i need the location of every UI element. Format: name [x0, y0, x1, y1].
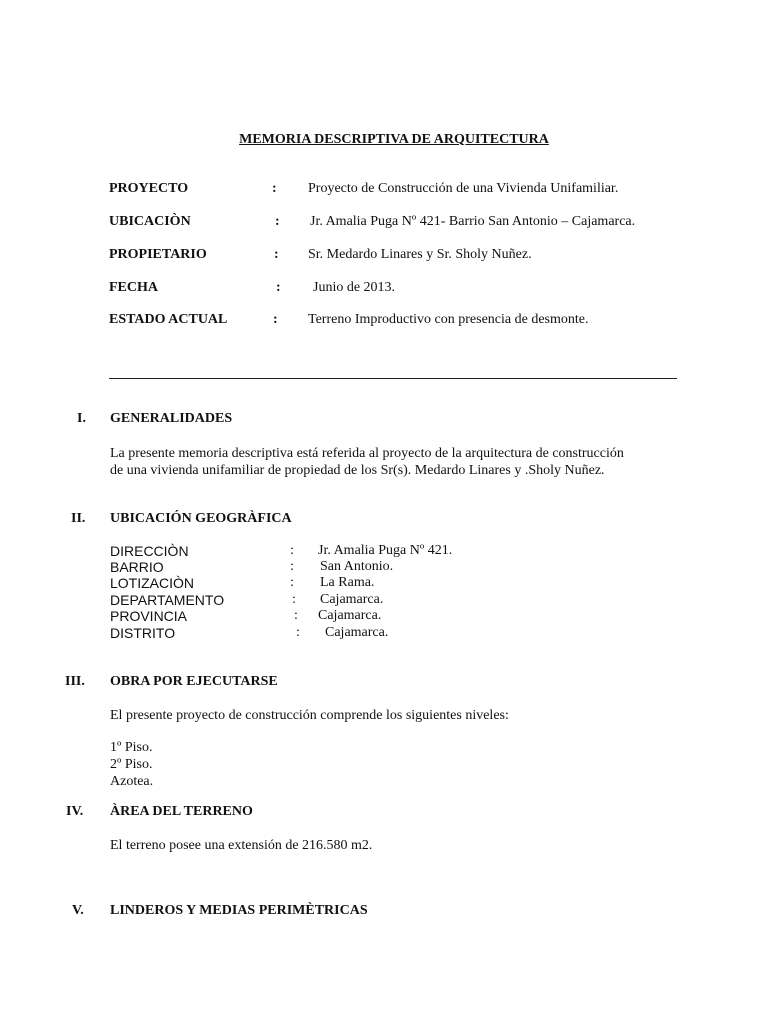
- section-title-generalidades: GENERALIDADES: [110, 411, 233, 426]
- field-value-propietario: Sr. Medardo Linares y Sr. Sholy Nuñez.: [308, 247, 532, 262]
- section-title-obra: OBRA POR EJECUTARSE: [110, 674, 278, 689]
- location-colon: :: [296, 625, 300, 640]
- location-colon: :: [290, 543, 294, 558]
- document-title: MEMORIA DESCRIPTIVA DE ARQUITECTURA: [239, 132, 549, 147]
- field-value-fecha: Junio de 2013.: [313, 280, 396, 295]
- field-colon: :: [274, 247, 279, 262]
- field-colon: :: [276, 280, 281, 295]
- level-item: Azotea.: [110, 774, 154, 789]
- location-value-direccion: Jr. Amalia Puga Nº 421.: [318, 543, 453, 558]
- location-colon: :: [294, 608, 298, 623]
- field-label-propietario: PROPIETARIO: [109, 247, 207, 262]
- location-key-departamento: DEPARTAMENTO: [110, 592, 225, 608]
- field-label-fecha: FECHA: [109, 280, 158, 295]
- paragraph-line: El terreno posee una extensión de 216.580 m2.: [110, 838, 373, 853]
- location-value-lotizacion: La Rama.: [320, 575, 375, 590]
- location-key-direccion: DIRECCIÒN: [110, 543, 189, 559]
- separator-line: [109, 378, 677, 379]
- section-number: I.: [77, 411, 86, 426]
- location-key-barrio: BARRIO: [110, 559, 164, 575]
- location-key-provincia: PROVINCIA: [110, 608, 188, 624]
- field-value-ubicacion: Jr. Amalia Puga Nº 421- Barrio San Antonio – Cajamarca.: [310, 214, 636, 229]
- field-colon: :: [275, 214, 280, 229]
- field-colon: :: [273, 312, 278, 327]
- location-value-provincia: Cajamarca.: [318, 608, 382, 623]
- paragraph-line: La presente memoria descriptiva está referida al proyecto de la arquitectura de construcción: [110, 446, 624, 461]
- section-number: III.: [65, 674, 85, 689]
- paragraph-line: El presente proyecto de construcción comprende los siguientes niveles:: [110, 708, 509, 723]
- section-number: IV.: [66, 804, 84, 819]
- field-label-proyecto: PROYECTO: [109, 181, 189, 196]
- section-title-ubicacion-geografica: UBICACIÓN GEOGRÀFICA: [110, 511, 292, 526]
- location-colon: :: [292, 592, 296, 607]
- field-value-estado-actual: Terreno Improductivo con presencia de desmonte.: [308, 312, 589, 327]
- section-number: II.: [71, 511, 86, 526]
- location-colon: :: [290, 559, 294, 574]
- level-item: 1º Piso.: [110, 740, 153, 755]
- section-number: V.: [72, 903, 84, 918]
- location-key-distrito: DISTRITO: [110, 625, 176, 641]
- field-label-ubicacion: UBICACIÒN: [109, 214, 191, 229]
- location-value-departamento: Cajamarca.: [320, 592, 384, 607]
- location-value-distrito: Cajamarca.: [325, 625, 389, 640]
- field-label-estado-actual: ESTADO ACTUAL: [109, 312, 228, 327]
- location-value-barrio: San Antonio.: [320, 559, 394, 574]
- field-value-proyecto: Proyecto de Construcción de una Vivienda Unifamiliar.: [308, 181, 619, 196]
- location-key-lotizacion: LOTIZACIÒN: [110, 575, 195, 591]
- paragraph-line: de una vivienda unifamiliar de propiedad de los Sr(s). Medardo Linares y .Sholy Nuñez.: [110, 463, 605, 478]
- field-colon: :: [272, 181, 277, 196]
- section-title-area: ÀREA DEL TERRENO: [110, 804, 253, 819]
- location-colon: :: [290, 575, 294, 590]
- section-title-linderos: LINDEROS Y MEDIAS PERIMÈTRICAS: [110, 903, 368, 918]
- level-item: 2º Piso.: [110, 757, 153, 772]
